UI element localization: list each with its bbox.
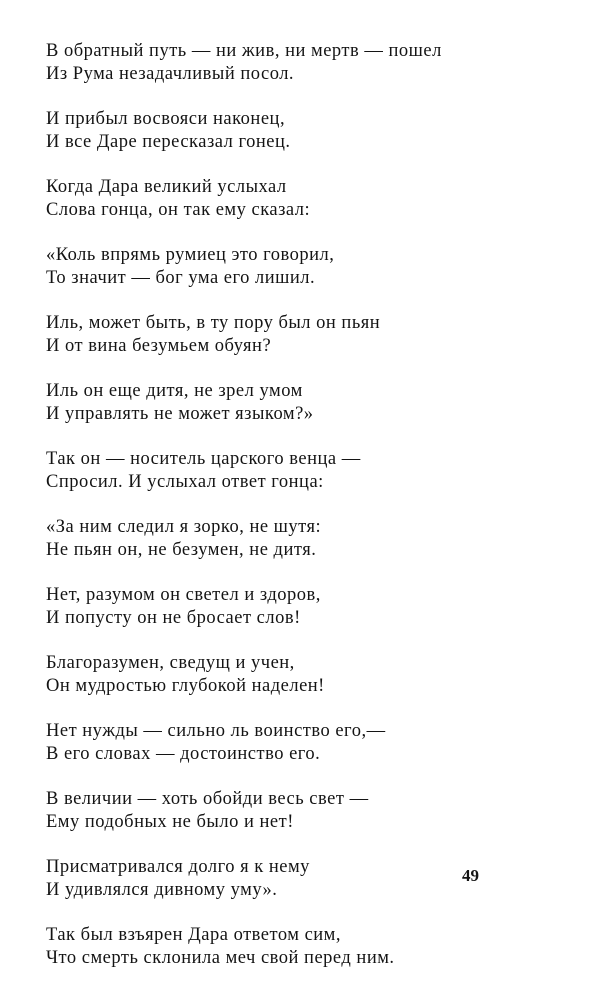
verse-line: И попусту он не бросает слов! bbox=[46, 608, 301, 628]
verse-line: Благоразумен, сведущ и учен, bbox=[46, 653, 295, 673]
verse-line: «За ним следил я зорко, не шутя: bbox=[46, 517, 322, 537]
verse-line: В его словах — достоинство его. bbox=[46, 744, 321, 764]
stanza-2 bbox=[46, 108, 466, 154]
verse-line: И прибыл восвояси наконец, bbox=[46, 109, 286, 129]
stanza-1 bbox=[46, 40, 466, 86]
verse-line: Так он — носитель царского венца — bbox=[46, 449, 361, 469]
stanza-10 bbox=[46, 652, 466, 698]
verse-line: Он мудростью глубокой наделен! bbox=[46, 676, 325, 696]
verse-line: То значит — бог ума его лишил. bbox=[46, 268, 316, 288]
verse-line: Слова гонца, он так ему сказал: bbox=[46, 200, 311, 220]
verse-line: Не пьян он, не безумен, не дитя. bbox=[46, 540, 317, 560]
verse-line: Присматривался долго я к нему bbox=[46, 857, 310, 877]
stanza-3 bbox=[46, 176, 466, 222]
verse-line: Ему подобных не было и нет! bbox=[46, 812, 294, 832]
verse-line: В величии — хоть обойди весь свет — bbox=[46, 789, 369, 809]
verse-line: В обратный путь — ни жив, ни мертв — пошел bbox=[46, 41, 442, 61]
verse-line: Спросил. И услыхал ответ гонца: bbox=[46, 472, 324, 492]
stanza-9 bbox=[46, 584, 466, 630]
page-number: 49 bbox=[462, 866, 479, 885]
verse-line: И все Даре пересказал гонец. bbox=[46, 132, 291, 152]
verse-line: Что смерть склонила меч свой перед ним. bbox=[46, 948, 395, 968]
stanza-13 bbox=[46, 856, 466, 902]
stanza-8 bbox=[46, 516, 466, 562]
verse-line: Иль он еще дитя, не зрел умом bbox=[46, 381, 303, 401]
poem-body bbox=[46, 40, 466, 992]
stanza-4 bbox=[46, 244, 466, 290]
verse-line: «Коль впрямь румиец это говорил, bbox=[46, 245, 335, 265]
verse-line: Из Рума незадачливый посол. bbox=[46, 64, 295, 84]
verse-line: Иль, может быть, в ту пору был он пьян bbox=[46, 313, 381, 333]
stanza-14 bbox=[46, 924, 466, 970]
verse-line: Нет нужды — сильно ль воинство его,— bbox=[46, 721, 386, 741]
stanza-12 bbox=[46, 788, 466, 834]
verse-line: Когда Дара великий услыхал bbox=[46, 177, 287, 197]
verse-line: И удивлялся дивному уму». bbox=[46, 880, 278, 900]
verse-line: Нет, разумом он светел и здоров, bbox=[46, 585, 321, 605]
verse-line: И управлять не может языком?» bbox=[46, 404, 314, 424]
verse-line: И от вина безумьем обуян? bbox=[46, 336, 272, 356]
stanza-11 bbox=[46, 720, 466, 766]
stanza-6 bbox=[46, 380, 466, 426]
stanza-7 bbox=[46, 448, 466, 494]
verse-line: Так был взъярен Дара ответом сим, bbox=[46, 925, 342, 945]
stanza-5 bbox=[46, 312, 466, 358]
